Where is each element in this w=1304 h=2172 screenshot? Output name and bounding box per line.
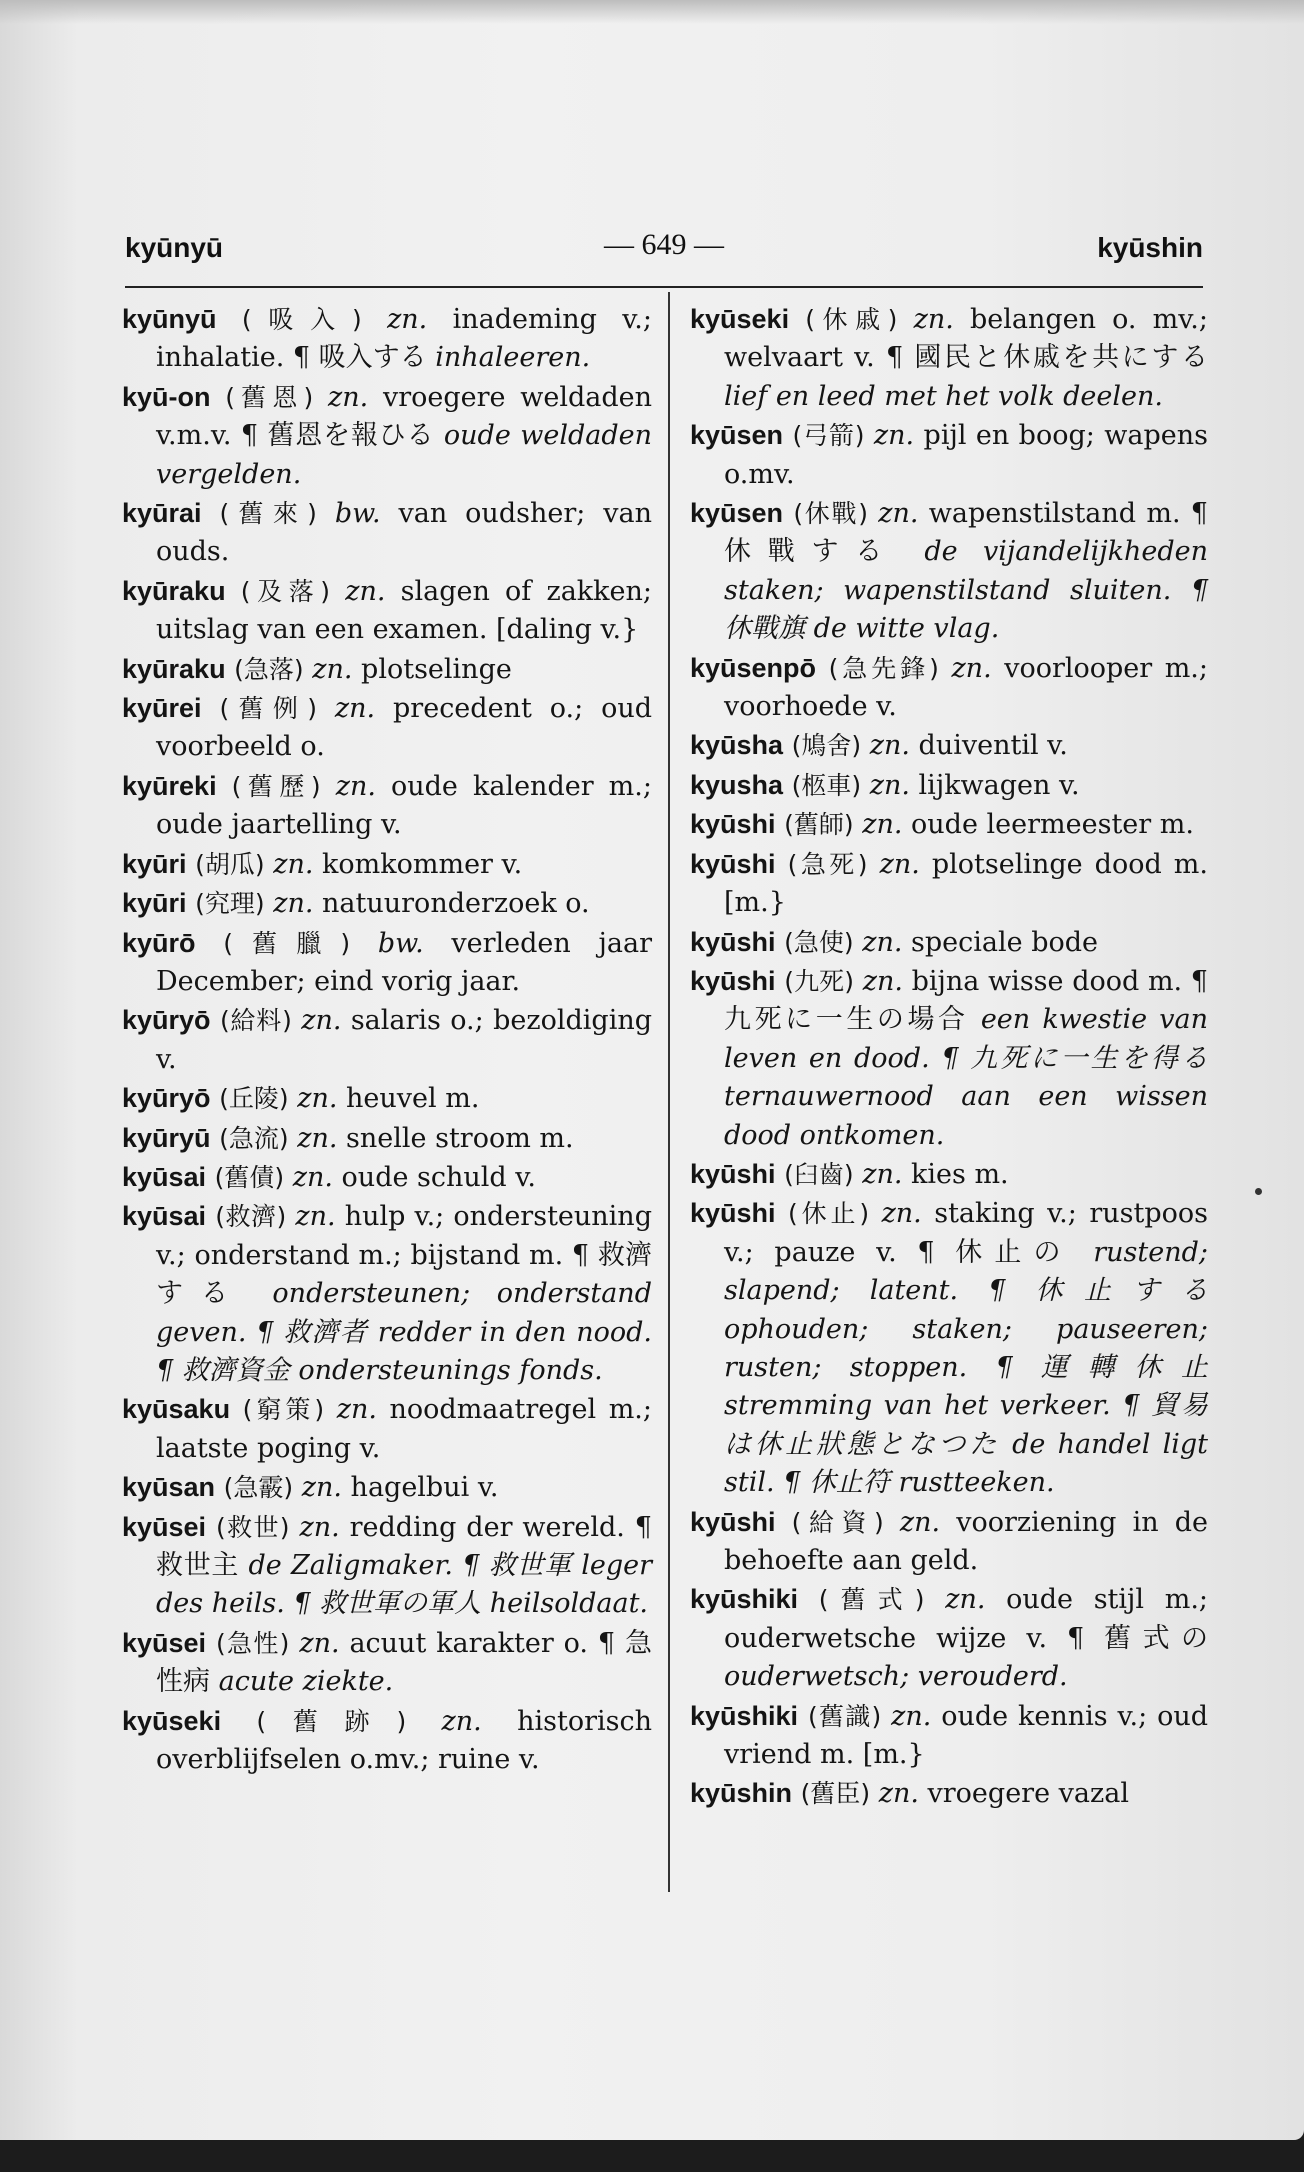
right-column (690, 300, 1208, 1814)
kanji-form: (休戰) (793, 499, 868, 529)
headword: kyūraku (122, 653, 226, 684)
grammar-label: zn. (862, 926, 903, 958)
definition-text: lijkwagen v. (909, 769, 1080, 801)
grammar-label: zn. (878, 498, 919, 530)
kanji-form: (舊臣) (800, 1779, 871, 1809)
headword: kyūsan (122, 1472, 216, 1503)
definition-text: komkommer v. (313, 848, 523, 880)
kanji-form: (急霰) (223, 1473, 294, 1503)
grammar-label: zn. (301, 1005, 342, 1037)
headword: kyūri (122, 848, 187, 879)
dictionary-entry (690, 494, 1208, 649)
dictionary-entry (690, 766, 1208, 805)
dictionary-entry (122, 650, 652, 689)
definition-text: voorziening in de behoefte aan geld. (724, 1506, 1208, 1576)
kanji-form: (舊債) (214, 1162, 285, 1192)
kanji-form: (舊跡) (256, 1706, 407, 1736)
dictionary-entry (122, 845, 652, 884)
definition-text: speciale bode (902, 926, 1099, 958)
kanji-form: (舊歷) (231, 771, 321, 801)
dictionary-entry (122, 767, 652, 845)
kanji-form: (給料) (219, 1006, 292, 1036)
grammar-label: zn. (913, 304, 954, 335)
dictionary-entry (122, 1079, 652, 1118)
headword: kyūryō (122, 1083, 211, 1114)
headword: kyūsei (122, 1511, 207, 1542)
definition-text: voorlooper m.; voorhoede v. (724, 652, 1208, 723)
headword: kyūraku (122, 575, 226, 606)
headword: kyūsha (690, 730, 784, 761)
grammar-label: zn. (862, 965, 903, 997)
kanji-form: (窮策) (242, 1395, 325, 1425)
dictionary-entry (690, 845, 1208, 923)
headword: kyūsai (122, 1161, 207, 1192)
grammar-label: zn. (899, 1506, 941, 1538)
definition-text: duiventil v. (909, 730, 1068, 762)
grammar-label: zn. (312, 653, 353, 685)
dictionary-entry (122, 300, 652, 378)
kanji-form: (鳩舍) (791, 731, 862, 761)
kanji-form: (急使) (784, 927, 854, 957)
example-text: rustend; slapend; latent. ¶ 休止する ophouden; staken; pauseeren; rusten; stoppen. ¶ 運轉休止 stremming van het verkeer. ¶ 貿易は休止狀態となつた de handel ligt stil. ¶ 休止符 rustteeken. (724, 1236, 1208, 1499)
page-top-shadow (0, 0, 1304, 24)
headword: kyūshin (690, 1778, 793, 1809)
grammar-label: zn. (301, 1472, 342, 1504)
dictionary-entry (690, 1774, 1208, 1813)
kanji-form: (急落) (234, 654, 304, 684)
dictionary-entry (690, 1155, 1208, 1194)
kanji-form: (舊識) (807, 1701, 882, 1731)
kanji-form: (柩車) (791, 770, 862, 800)
grammar-label: zn. (945, 1584, 986, 1616)
definition-text: historisch overblijfselen o.mv.; ruine v. (156, 1705, 652, 1776)
dictionary-entry (122, 1390, 652, 1468)
grammar-label: bw. (334, 498, 381, 530)
headword: kyūshiki (690, 1584, 799, 1615)
kanji-form: (及落) (240, 576, 331, 606)
grammar-label: zn. (334, 693, 376, 725)
definition-text: redding der wereld. ¶ 救世主 (156, 1511, 652, 1581)
definition-text: belangen o. mv.; welvaart v. ¶ 國民と休戚を共にする (724, 304, 1208, 374)
grammar-label: zn. (951, 652, 992, 684)
kanji-form: (丘陵) (219, 1084, 289, 1114)
definition-text: oude kennis v.; oud vriend m. [m.} (724, 1700, 1208, 1771)
definition-text: hulp v.; ondersteuning v.; onderstand m.; bijstand m. ¶ 救濟する (156, 1201, 652, 1310)
headword: kyūshi (690, 965, 776, 996)
headword: kyūryō (122, 1005, 211, 1036)
grammar-label: zn. (869, 730, 910, 762)
kanji-form: (急性) (215, 1628, 290, 1658)
dictionary-entry (122, 1468, 652, 1507)
grammar-label: zn. (869, 769, 910, 801)
kanji-form: (舊恩) (225, 382, 314, 412)
headword: kyūrō (122, 927, 196, 958)
dictionary-entry (690, 726, 1208, 765)
definition-text: oude kalender m.; oude jaartelling v. (156, 770, 652, 841)
kanji-form: (給資) (791, 1507, 884, 1537)
definition-text: salaris o.; bezoldiging v. (156, 1005, 653, 1075)
kanji-form: (舊例) (219, 694, 317, 724)
headword: kyūnyū (122, 304, 217, 334)
dictionary-entry (690, 300, 1208, 416)
headword: kyūryū (122, 1122, 211, 1153)
kanji-form: (舊臘) (223, 928, 351, 958)
grammar-label: zn. (299, 1511, 340, 1543)
column-divider (668, 292, 670, 1892)
dictionary-entry (690, 1697, 1208, 1775)
definition-text: acuut karakter o. ¶ 急性病 (156, 1627, 652, 1698)
kanji-form: (胡瓜) (195, 849, 265, 879)
example-text: acute ziekte. (218, 1666, 394, 1698)
grammar-label: zn. (345, 575, 386, 607)
header-left-guideword: kyūnyū (125, 232, 224, 263)
example-text: oude weldaden vergelden. (156, 420, 652, 490)
kanji-form: (救濟) (215, 1202, 287, 1232)
kanji-form: (弓箭) (792, 421, 865, 451)
headword: kyūsai (122, 1201, 207, 1232)
example-text: ouderwetsch; verouderd. (724, 1661, 1068, 1693)
headword: kyūshi (690, 809, 776, 840)
dictionary-entry (122, 1001, 652, 1079)
grammar-label: zn. (873, 420, 915, 452)
headword: kyūshi (690, 926, 776, 957)
example-text: lief en leed met het volk deelen. (724, 380, 1163, 412)
kanji-form: (休戚) (805, 305, 898, 334)
headword: kyūrei (122, 693, 202, 724)
page-number: — 649 — (604, 228, 724, 261)
grammar-label: zn. (862, 809, 903, 841)
dictionary-entry (122, 1624, 652, 1702)
header-rule (125, 286, 1203, 288)
kanji-form: (舊來) (219, 499, 317, 529)
headword: kyūrai (122, 498, 202, 529)
example-text: inhaleeren. (435, 342, 591, 374)
dictionary-entry (122, 924, 652, 1002)
grammar-label: zn. (387, 304, 428, 335)
kanji-form: (休止) (788, 1199, 870, 1229)
grammar-label: zn. (299, 1627, 340, 1659)
dictionary-entry (122, 1119, 652, 1158)
grammar-label: zn. (295, 1201, 336, 1233)
example-text: een kwestie van leven en dood. ¶ 九死に一生を得る ternauwernood aan een wissen dood ontkomen. (724, 1004, 1208, 1151)
dictionary-entry (122, 494, 652, 572)
grammar-label: zn. (878, 1778, 919, 1810)
grammar-label: zn. (336, 1394, 377, 1426)
definition-text: van oudsher; van ouds. (156, 498, 652, 568)
grammar-label: zn. (328, 381, 369, 413)
definition-text: vroegere weldaden v.m.v. ¶ 舊恩を報ひる (156, 381, 652, 452)
definition-text: natuuronderzoek o. (313, 888, 590, 920)
dictionary-entry (122, 378, 652, 494)
headword: kyūsen (690, 420, 784, 451)
kanji-form: (急死) (787, 849, 868, 879)
example-text: de Zaligmaker. ¶ 救世軍 leger des heils. ¶ 救世軍の軍人 heilsoldaat. (156, 1550, 652, 1620)
definition-text: pijl en boog; wapens o.mv. (724, 420, 1208, 490)
grammar-label: zn. (335, 770, 376, 802)
grammar-label: zn. (862, 1158, 903, 1190)
headword: kyusha (690, 769, 784, 800)
definition-text: slagen of zakken; uitslag van een examen. [daling v.} (156, 575, 652, 646)
grammar-label: zn. (297, 1083, 338, 1115)
definition-text: oude leermeester m. (902, 809, 1194, 841)
headword: kyūshiki (690, 1700, 799, 1731)
dictionary-entry (690, 1580, 1208, 1696)
kanji-form: (吸入) (241, 305, 362, 334)
definition-text: snelle stroom m. (337, 1122, 574, 1154)
headword: kyūsei (122, 1627, 207, 1658)
definition-text: verleden jaar December; eind vorig jaar. (156, 927, 652, 997)
dictionary-entry (690, 923, 1208, 962)
left-column (122, 300, 652, 1779)
dictionary-entry (690, 416, 1208, 494)
dictionary-entry (122, 1508, 652, 1624)
grammar-label: zn. (273, 848, 314, 880)
definition-text: oude stijl m.; ouderwetsche wijze v. ¶ 舊式の (724, 1584, 1208, 1654)
kanji-form: (舊式) (818, 1585, 925, 1615)
headword: kyūshi (690, 848, 776, 879)
definition-text: inademing v.; inhalatie. ¶ 吸入する (156, 304, 652, 374)
definition-text: wapenstilstand m. ¶ 休戰する (724, 498, 1208, 568)
headword: kyūshi (690, 1506, 776, 1537)
header-right-guideword: kyūshin (1097, 232, 1203, 263)
definition-text: noodmaatregel m.; laatste poging v. (156, 1394, 652, 1464)
grammar-label: zn. (292, 1161, 333, 1193)
grammar-label: zn. (879, 848, 920, 880)
grammar-label: zn. (297, 1122, 338, 1154)
definition-text: hagelbui v. (341, 1472, 499, 1504)
headword: kyūsen (690, 498, 784, 529)
dictionary-entry (690, 1194, 1208, 1502)
example-text: ondersteunen; onderstand geven. ¶ 救濟者 redder in den nood. ¶ 救濟資金 ondersteunings fonds. (156, 1278, 652, 1386)
dictionary-entry (122, 1702, 652, 1780)
dictionary-entry (122, 1197, 652, 1390)
kanji-form: (急流) (219, 1123, 289, 1153)
kanji-form: (急先鋒) (828, 653, 939, 683)
running-header (125, 228, 1203, 272)
headword: kyūreki (122, 770, 217, 801)
headword: kyūri (122, 888, 187, 919)
definition-text: staking v.; rustpoos v.; pauze v. ¶ 休止の (724, 1198, 1208, 1268)
headword: kyūsaku (122, 1394, 231, 1425)
dictionary-entry (690, 805, 1208, 844)
kanji-form: (舊師) (784, 810, 854, 840)
dictionary-entry (122, 1158, 652, 1197)
headword: kyūseki (122, 1705, 222, 1736)
definition-text: plotselinge (352, 653, 512, 685)
definition-text: vroegere vazal (918, 1778, 1129, 1810)
example-text: de vijandelijkheden staken; wapenstilstand sluiten. ¶ 休戰旗 de witte vlag. (724, 536, 1208, 645)
grammar-label: zn. (891, 1700, 932, 1732)
definition-text: kies m. (902, 1158, 1009, 1190)
definition-text: plotselinge dood m. [m.} (724, 848, 1208, 919)
dictionary-entry (122, 884, 652, 923)
dictionary-entry (690, 649, 1208, 727)
print-speck (1255, 1188, 1262, 1195)
headword: kyūshi (690, 1158, 776, 1189)
dictionary-entry (690, 962, 1208, 1155)
dictionary-entry (690, 1503, 1208, 1581)
kanji-form: (救世) (216, 1512, 290, 1542)
grammar-label: bw. (377, 927, 424, 959)
grammar-label: zn. (441, 1705, 482, 1737)
kanji-form: (臼齒) (784, 1159, 854, 1189)
definition-text: oude schuld v. (332, 1161, 536, 1193)
headword: kyūshi (690, 1198, 776, 1229)
definition-text: bijna wisse dood m. ¶ 九死に一生の場合 (724, 965, 1208, 1036)
headword: kyū-on (122, 381, 211, 412)
dictionary-entry (122, 689, 652, 767)
grammar-label: zn. (881, 1198, 922, 1230)
dictionary-entry (122, 572, 652, 650)
definition-text: heuvel m. (337, 1083, 480, 1115)
kanji-form: (究理) (195, 889, 265, 919)
headword: kyūseki (690, 304, 790, 334)
kanji-form: (九死) (784, 966, 855, 996)
headword: kyūsenpō (690, 652, 817, 683)
definition-text: precedent o.; oud voorbeeld o. (156, 693, 652, 763)
grammar-label: zn. (273, 888, 314, 920)
